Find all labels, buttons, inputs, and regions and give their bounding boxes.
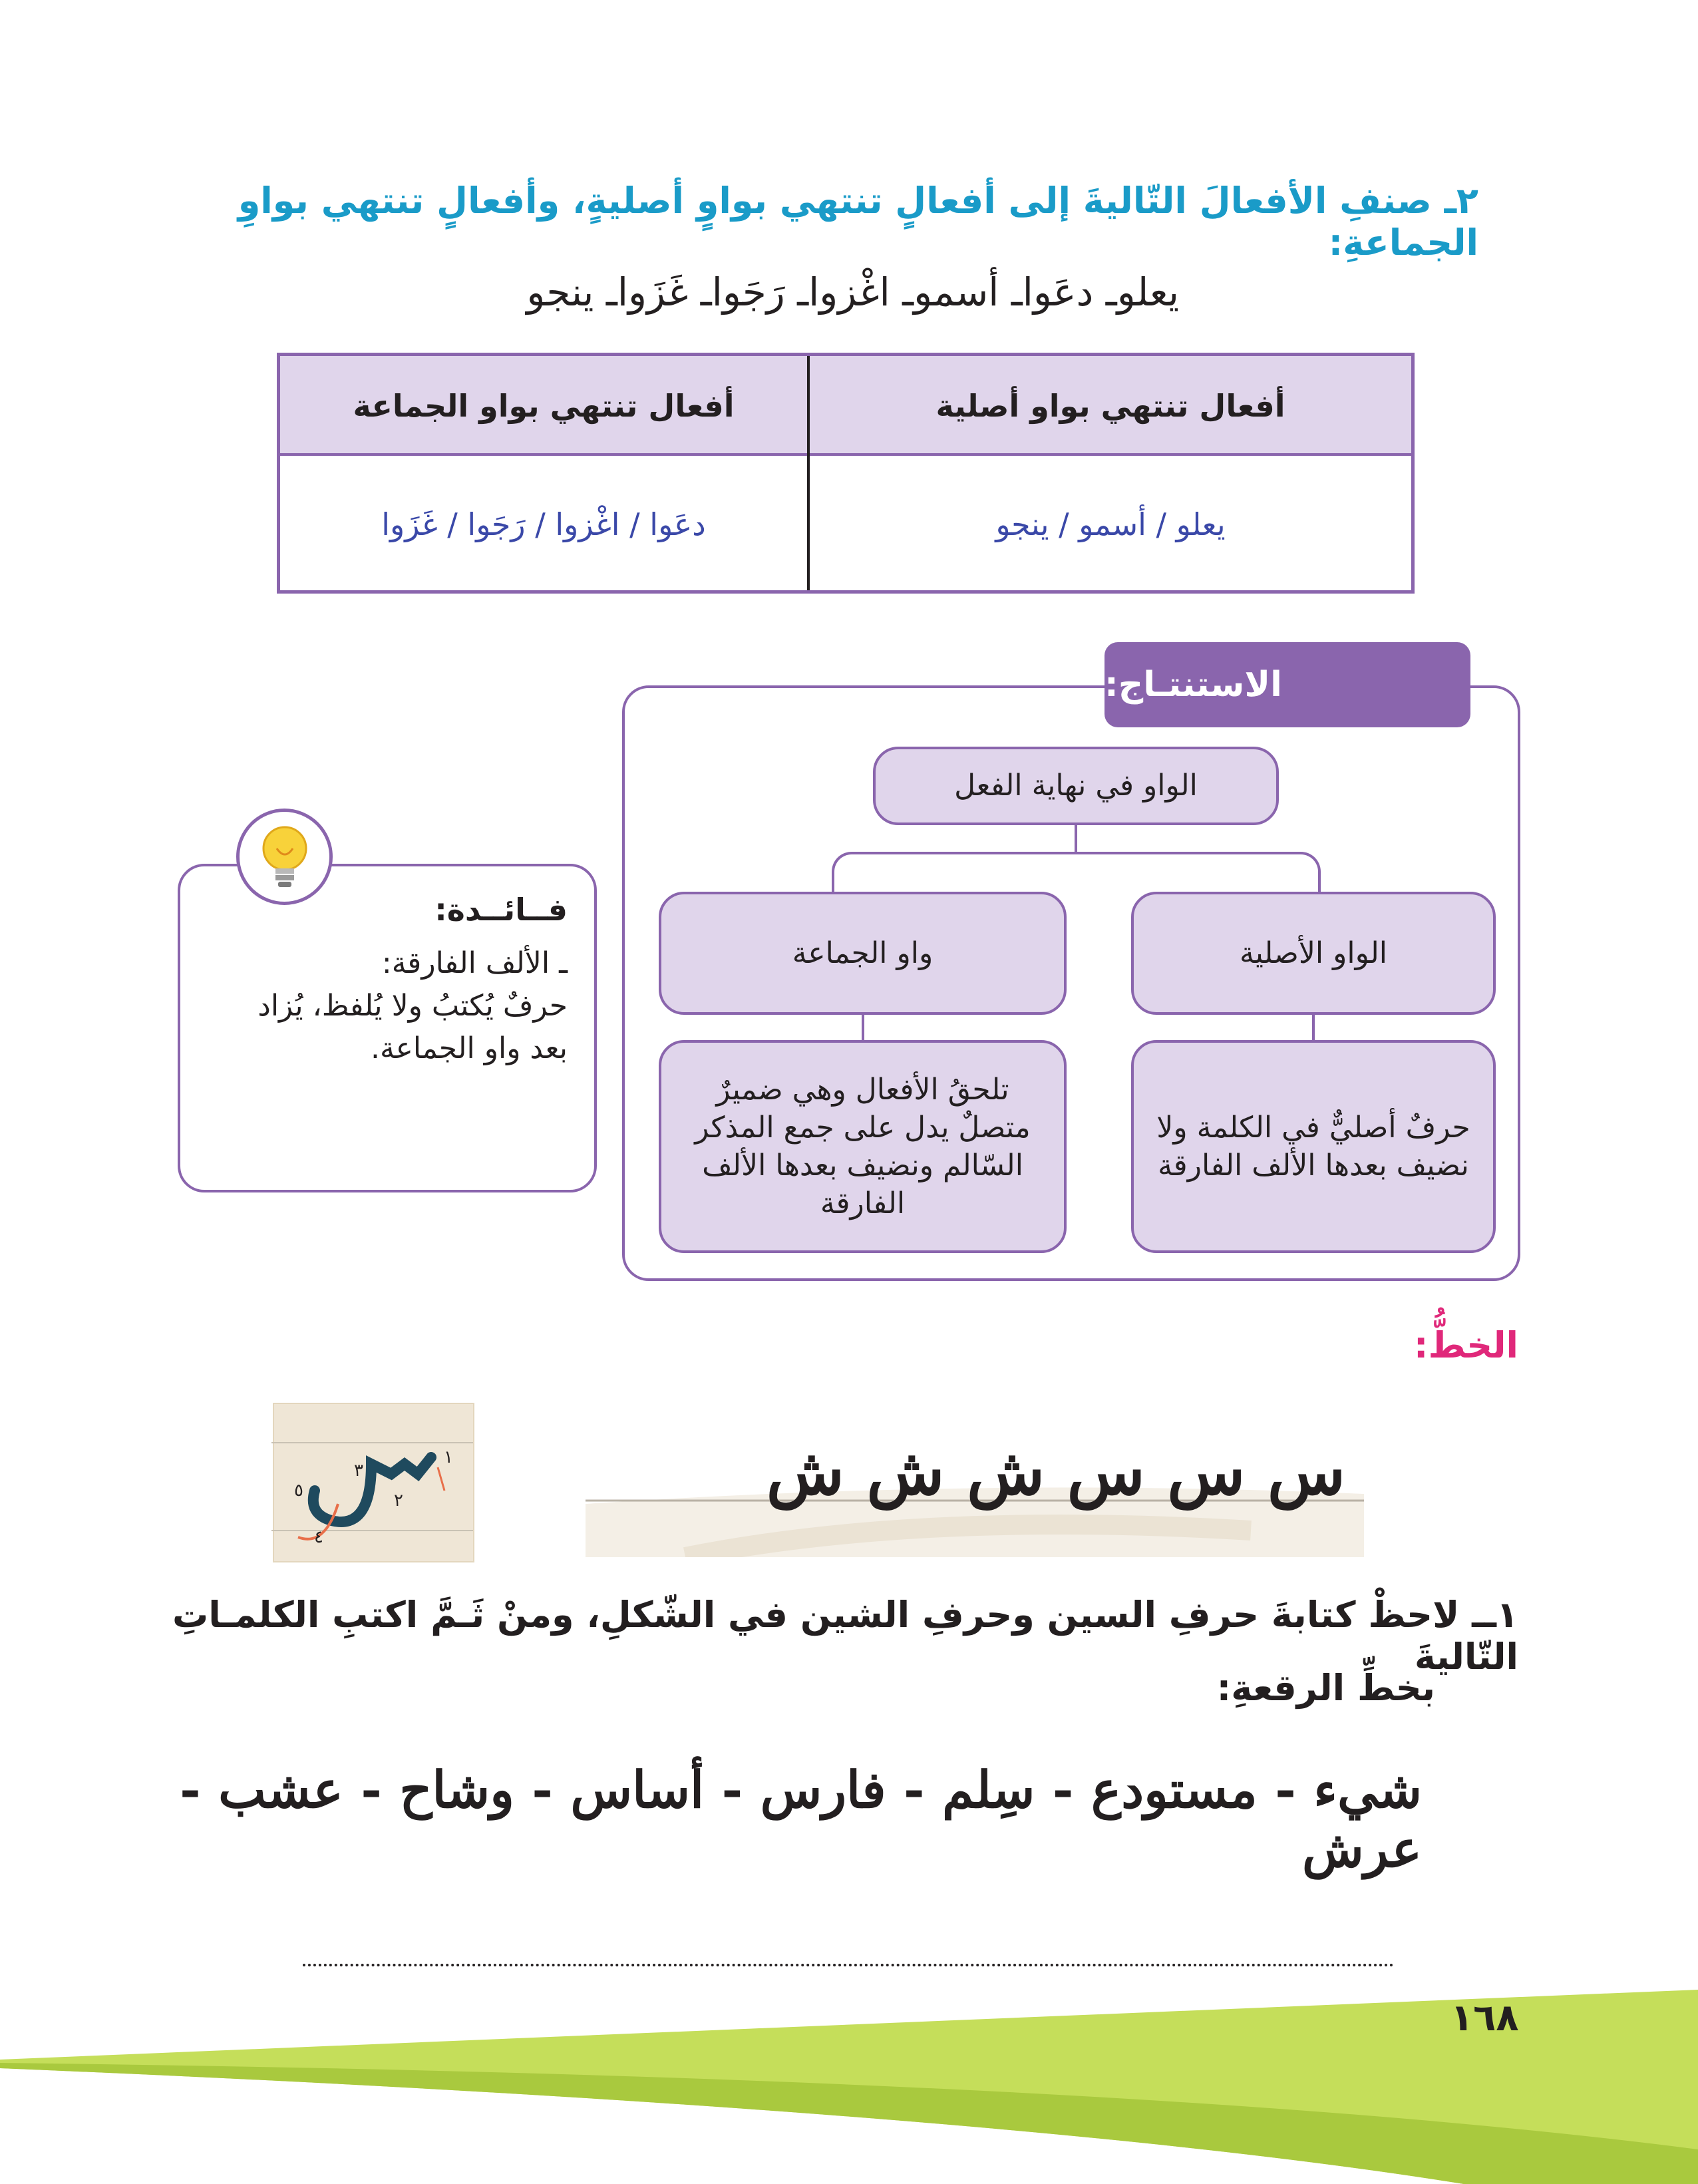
footer-band bbox=[0, 1990, 1698, 2184]
page-number: ١٦٨ bbox=[1450, 1996, 1519, 2040]
tip-box bbox=[178, 864, 597, 1192]
connector-branch-arc bbox=[832, 852, 1321, 892]
header-original-waw: أفعال تنتهي بواو أصلية bbox=[935, 388, 1285, 424]
exercise-2-title: ٢ـ صنفِ الأفعالَ التّاليةَ إلى أفعالٍ تنتهي بواوٍ أصليةٍ، وأفعالٍ تنتهي بواوِ الجماعةِ: bbox=[238, 180, 1478, 264]
lightbulb-icon bbox=[236, 809, 333, 905]
calligraphy-letters: س س س ش ش ش bbox=[766, 1434, 1345, 1509]
diagram-root: الواو في نهاية الفعل bbox=[873, 747, 1279, 825]
tip-line-1: ـ الألف الفارقة: bbox=[381, 946, 568, 980]
connector-right-down bbox=[1312, 1015, 1315, 1041]
tip-title: فــائــدة: bbox=[434, 892, 568, 928]
conclusion-label: الاستنتـاج: bbox=[1104, 642, 1470, 727]
calligraphy-instruction-line-1: ١ــ لاحظْ كتابةَ حرفِ السين وحرفِ الشين في الشّكلِ، ومنْ ثَـمَّ اكتبِ الكلمـاتِ التّاليةَ bbox=[172, 1594, 1518, 1678]
diagram-number-3: ٣ bbox=[354, 1461, 363, 1481]
header-plural-waw: أفعال تنتهي بواو الجماعة bbox=[353, 388, 735, 424]
calligraphy-words: شيء - مستودع - سِلم - فارس - أساس - وشاح - عشب - عرش bbox=[180, 1760, 1422, 1879]
connector-root-down bbox=[1075, 825, 1077, 853]
desc-original-waw: حرفٌ أصليٌّ في الكلمة ولا نضيف بعدها الألف الفارقة bbox=[1131, 1040, 1496, 1253]
seen-stroke-diagram bbox=[273, 1403, 474, 1562]
diagram-number-5: ٥ bbox=[294, 1481, 303, 1501]
connector-left-down bbox=[862, 1015, 864, 1041]
diagram-number-2: ٢ bbox=[394, 1491, 403, 1511]
calligraphy-heading: الخطُّ: bbox=[1413, 1324, 1518, 1366]
tip-line-3: بعد واو الجماعة. bbox=[371, 1031, 568, 1065]
answer-original-waw: يعلو / أسمو / ينجو bbox=[995, 506, 1226, 542]
classification-table bbox=[277, 353, 1415, 594]
diagram-number-4: ٤ bbox=[314, 1527, 323, 1547]
exercise-2-verbs: يعلوـ دعَواـ أسموـ اغْزواـ رَجَواـ غَزَواـ ينجو bbox=[526, 270, 1179, 315]
tip-line-2: حرفٌ يُكتبُ ولا يُلفظ، يُزاد bbox=[257, 988, 568, 1023]
writing-dotted-line[interactable] bbox=[303, 1953, 1394, 1966]
branch-plural-waw: واو الجماعة bbox=[659, 892, 1067, 1015]
desc-plural-waw: تلحقُ الأفعال وهي ضميرٌ متصلٌ يدل على جمع المذكر السّالم ونضيف بعدها الألف الفارقة bbox=[659, 1040, 1067, 1253]
branch-original-waw: الواو الأصلية bbox=[1131, 892, 1496, 1015]
answer-plural-waw: دعَوا / اغْزوا / رَجَوا / غَزَوا bbox=[381, 506, 706, 542]
diagram-number-1: ١ bbox=[444, 1447, 453, 1467]
calligraphy-instruction-line-2: بخطِّ الرقعةِ: bbox=[1216, 1667, 1435, 1709]
